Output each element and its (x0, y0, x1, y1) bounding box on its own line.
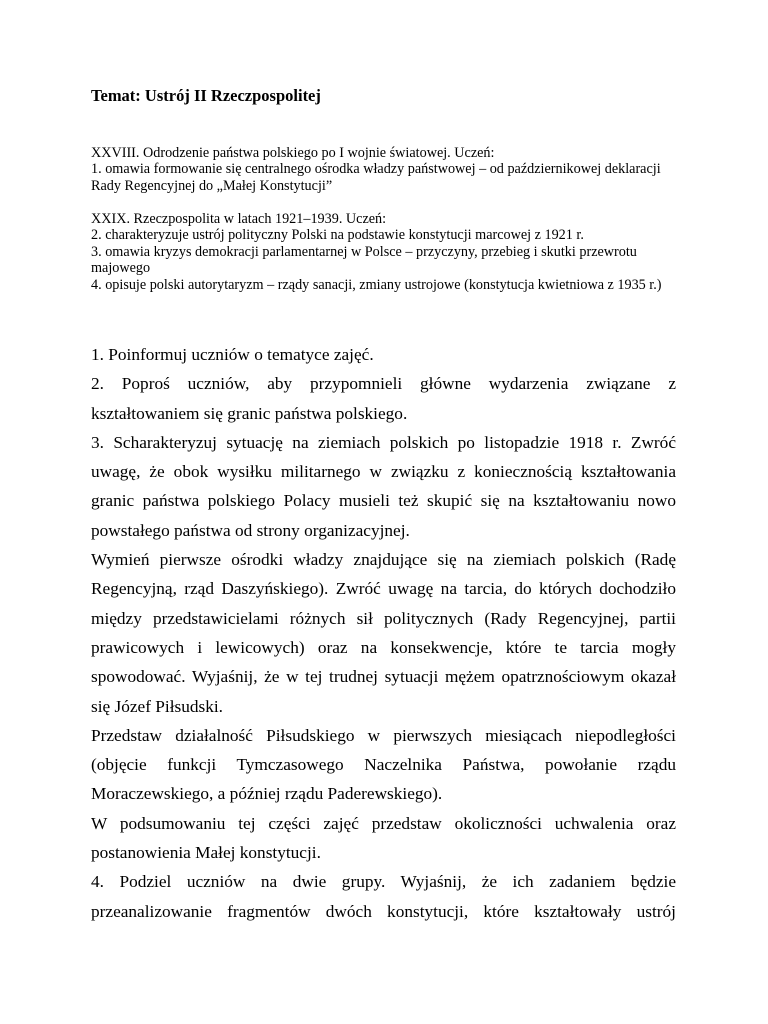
body-paragraph: Przedstaw działalność Piłsudskiego w pierwszych miesiącach niepodległości (objęcie funkcji Tymczasowego Naczelnika Państwa, powołanie rządu Moraczewskiego, a później rządu Paderewskiego). (91, 725, 676, 804)
requirements-heading: XXVIII. Odrodzenie państwa polskiego po I wojnie światowej. Uczeń: (91, 145, 495, 161)
requirement-item: 2. charakteryzuje ustrój polityczny Polski na podstawie konstytucji marcowej z 1921 r. (91, 227, 584, 244)
lesson-body (91, 340, 676, 926)
body-paragraph: Wymień pierwsze ośrodki władzy znajdujące się na ziemiach polskich (Radę Regencyjną, rząd Daszyńskiego). Zwróć uwagę na tarcia, do których dochodziło między przedstawicielami różnych sił politycznych (Rady Regencyjnej, partii prawicowych i lewicowych) oraz na konsekwencje, które te tarcia mogły spowodować. Wyjaśnij, że w tej trudnej sytuacji mężem opatrznościowym okazał się Józef Piłsudski. (91, 550, 676, 716)
requirements-section-29 (91, 211, 681, 293)
body-paragraph: 3. Scharakteryzuj sytuację na ziemiach polskich po listopadzie 1918 r. Zwróć uwagę, że obok wysiłku militarnego w związku z koniecznością kształtowania granic państwa polskiego Polacy musieli też skupić się na kształtowaniu nowo powstałego państwa od strony organizacyjnej. (91, 432, 676, 540)
requirement-item: 1. omawia formowanie się centralnego ośrodka władzy państwowej – od październikowej deklaracji Rady Regencyjnej do „Małej Konstytucji” (91, 161, 661, 194)
body-paragraph: 1. Poinformuj uczniów o tematyce zajęć. (91, 345, 374, 364)
body-paragraph: 4. Podziel uczniów na dwie grupy. Wyjaśnij, że ich zadaniem będzie przeanalizowanie fragmentów dwóch konstytucji, które kształtowały ustrój (91, 872, 676, 921)
body-paragraph: 2. Poproś uczniów, aby przypomnieli główne wydarzenia związane z kształtowaniem się granic państwa polskiego. (91, 374, 676, 423)
requirements-heading: XXIX. Rzeczpospolita w latach 1921–1939. Uczeń: (91, 211, 387, 227)
requirement-item: 3. omawia kryzys demokracji parlamentarnej w Polsce – przyczyny, przebieg i skutki przewrotu majowego (91, 243, 637, 277)
document-title: Temat: Ustrój II Rzeczpospolitej (91, 86, 321, 105)
requirement-item: 4. opisuje polski autorytaryzm – rządy sanacji, zmiany ustrojowe (konstytucja kwietniowa z 1935 r.) (91, 276, 662, 293)
requirements-section-28 (91, 145, 681, 194)
body-paragraph: W podsumowaniu tej części zajęć przedstaw okoliczności uchwalenia oraz postanowienia Małej konstytucji. (91, 813, 676, 863)
